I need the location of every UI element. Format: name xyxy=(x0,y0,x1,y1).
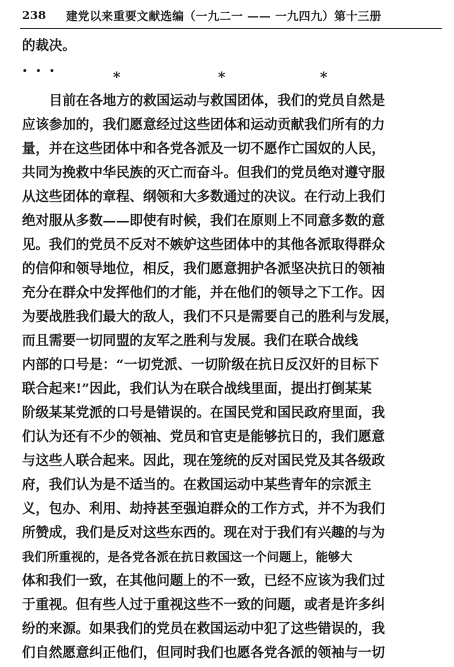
emphasis-dots: ··· xyxy=(22,61,63,80)
text-line: 绝对服从多数——即使有时候，我们在原则上不同意多数的意 xyxy=(22,213,385,229)
text-line: 所赞成，我们是反对这些东西的。现在对于我们有兴趣的与为 xyxy=(22,525,385,541)
book-title: 建党以来重要文献选编（一九二一 —— 一九四九）第十三册 xyxy=(66,9,382,23)
text-line: 纷的来源。如果我们的党员在救国运动中犯了这些错误的，我 xyxy=(22,621,385,637)
text-line: 量，并在这些团体中和各党各派及一切不愿作亡国奴的人民， xyxy=(22,141,385,157)
text-line: 们认为还有不少的领袖、党员和官吏是能够抗日的，我们愿意 xyxy=(22,429,385,445)
text-line: 于重视。但有些人过于重视这些不一致的问题，或者是许多纠 xyxy=(22,597,385,613)
text-line: 内部的口号是：“一切党派、一切阶级在抗日反汉奸的目标下 xyxy=(22,357,380,373)
text-line: 共同为挽救中华民族的灭亡而奋斗。但我们的党员绝对遵守服 xyxy=(22,165,385,181)
text-line: 充分在群众中发挥他们的才能，并在他们的领导之下工作。因 xyxy=(22,285,385,301)
text-line: 府，我们认为是不适当的。在救国运动中某些青年的宗派主 xyxy=(22,477,372,493)
text-line: 体和我们一致，在其他问题上的不一致，已经不应该为我们过 xyxy=(22,573,385,589)
running-header xyxy=(22,8,442,28)
text-line: 我们所重视的，是各党各派在抗日救国这一个问题上，能够大 xyxy=(22,550,353,564)
text-line: 的信仰和领导地位，相反，我们愿意拥护各派坚决抗日的领袖 xyxy=(22,261,385,277)
text-line: 而且需要一切同盟的友军之胜利与发展。我们在联合战线 xyxy=(22,333,359,349)
text-line: 义，包办、利用、劫持甚至强迫群众的工作方式，并不为我们 xyxy=(22,501,385,517)
page-number: 238 xyxy=(22,8,47,22)
text-line: 联合起来!”因此，我们认为在联合战线里面，提出打倒某某 xyxy=(22,381,372,397)
text-line: 从这些团体的章程、纲领和大多数通过的决议。在行动上我们 xyxy=(22,189,385,205)
separator-star: * xyxy=(113,70,121,86)
text-line: 的裁决。 xyxy=(22,38,76,54)
text-line: 阶级某某党派的口号是错误的。在国民党和国民政府里面，我 xyxy=(22,405,385,421)
text-line: 应该参加的，我们愿意经过这些团体和运动贡献我们所有的力 xyxy=(22,117,385,133)
text-line: 与这些人联合起来。因此，现在笼统的反对国民党及其各级政 xyxy=(22,453,385,469)
header-rule xyxy=(20,28,442,29)
section-separator xyxy=(0,70,454,88)
text-line: 目前在各地方的救国运动与救国团体，我们的党员自然是 xyxy=(49,93,386,109)
text-line: 见。我们的党员不反对不嫉妒这些团体中的其他各派取得群众 xyxy=(22,237,385,253)
separator-star: * xyxy=(320,70,328,86)
separator-star: * xyxy=(218,70,226,86)
text-line: 为要战胜我们最大的敌人，我们不只是需要自己的胜利与发展， xyxy=(22,309,399,325)
text-line: 们自然愿意纠正他们，但同时我们也愿各党各派的领袖与一切 xyxy=(22,645,385,661)
